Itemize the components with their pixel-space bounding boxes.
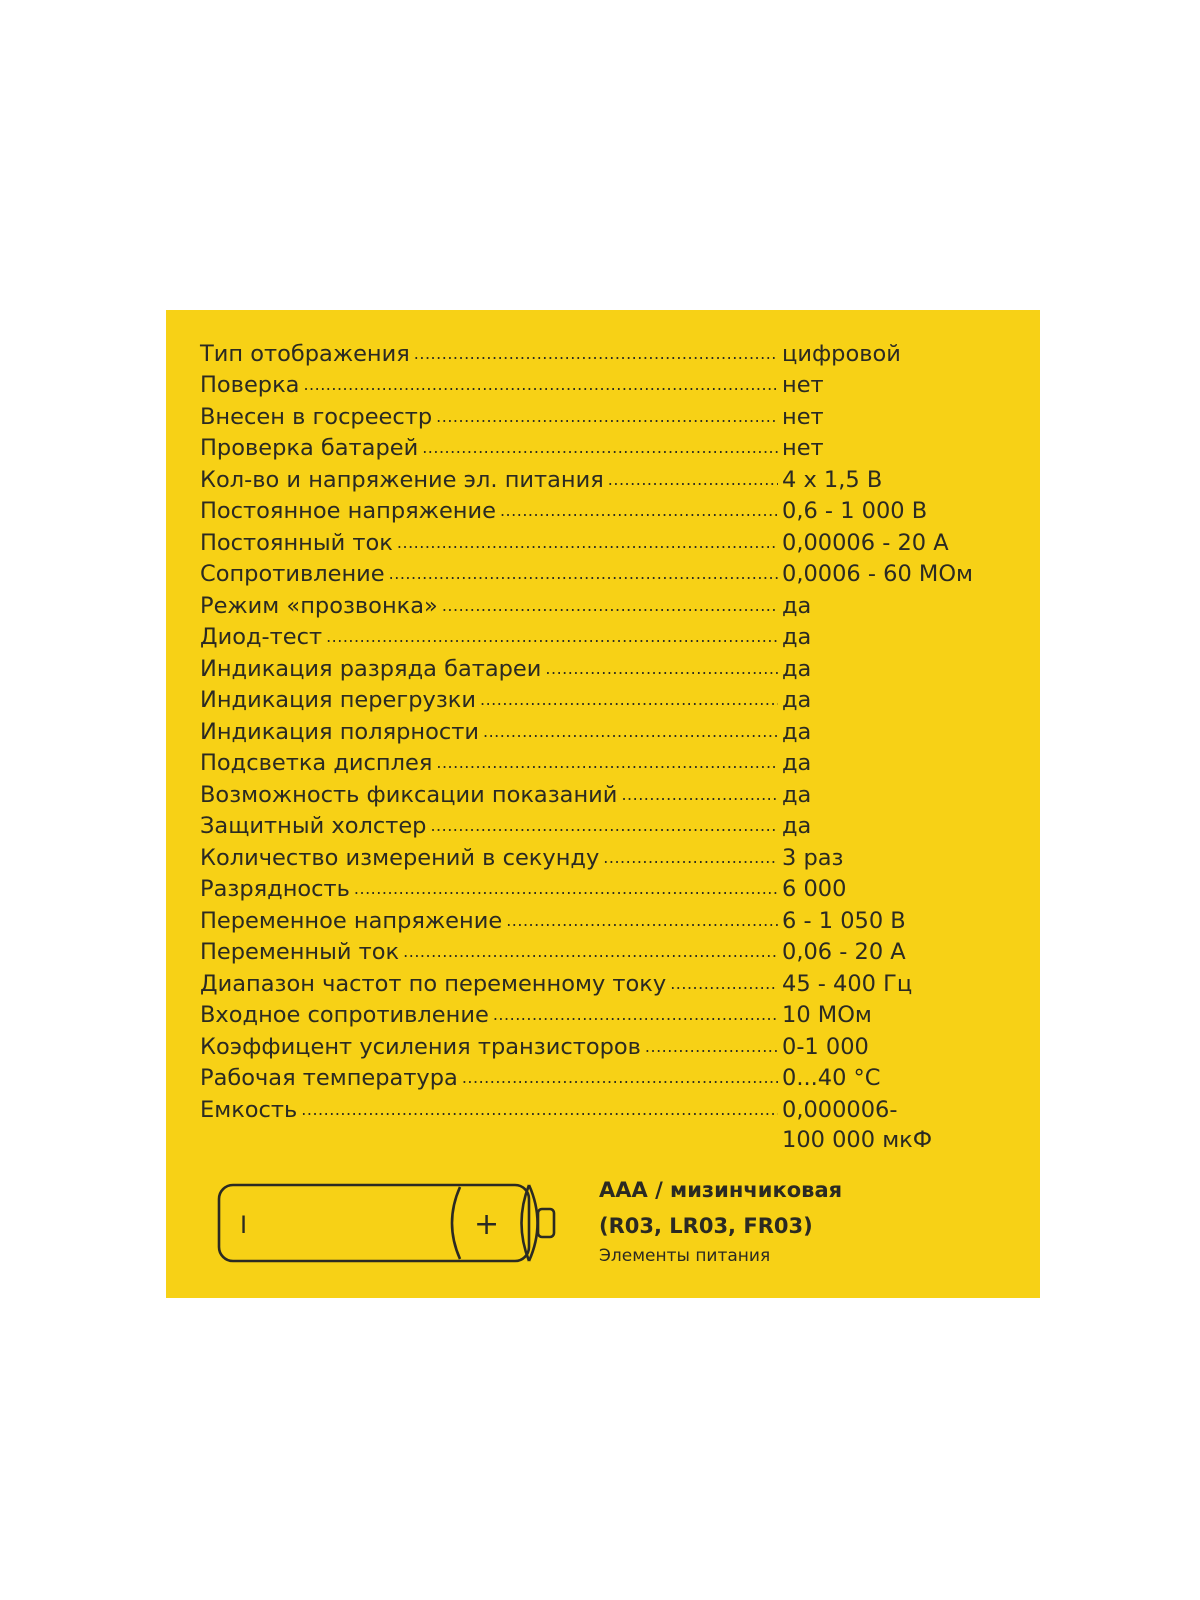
spec-label-col [200, 561, 780, 587]
spec-row [200, 713, 1020, 745]
spec-label-col [200, 1034, 780, 1060]
spec-value: цифровой [782, 340, 901, 367]
dot-leader [493, 1005, 778, 1024]
dot-leader [483, 722, 778, 741]
spec-value: 0,00006 - 20 А [782, 529, 949, 556]
spec-value: да [782, 718, 812, 745]
spec-value: 0,0006 - 60 МОм [782, 561, 974, 587]
spec-value: 6 000 [782, 876, 847, 902]
spec-label-col [200, 971, 780, 997]
spec-value: 10 МОм [782, 1002, 872, 1028]
dot-leader [545, 659, 778, 678]
dot-leader [354, 879, 778, 898]
spec-value: 0,06 - 20 А [782, 939, 906, 965]
spec-value: 45 - 400 Гц [782, 970, 913, 997]
dot-leader [389, 564, 778, 583]
spec-row [200, 682, 1020, 714]
dot-leader [303, 375, 778, 394]
spec-row [200, 934, 1020, 966]
spec-row [200, 619, 1020, 651]
spec-label: Индикация полярности [200, 718, 479, 745]
spec-label: Переменное напряжение [200, 907, 503, 934]
spec-row [200, 587, 1020, 619]
spec-value: 3 раз [782, 844, 844, 871]
spec-label: Постоянное напряжение [200, 498, 496, 524]
dot-leader [603, 848, 778, 867]
spec-label-col [200, 1097, 780, 1123]
spec-row [200, 871, 1020, 903]
spec-label-col [200, 1002, 780, 1028]
spec-label-col [200, 624, 780, 650]
spec-value: да [782, 781, 812, 808]
spec-label: Индикация перегрузки [200, 687, 476, 713]
spec-row [200, 965, 1020, 997]
dot-leader [326, 627, 778, 646]
spec-label: Подсветка дисплея [200, 750, 433, 776]
battery-info [599, 1172, 842, 1266]
spec-label: Количество измерений в секунду [200, 844, 600, 871]
dot-leader [414, 344, 778, 363]
spec-row [200, 335, 1020, 367]
dot-leader [397, 533, 778, 552]
spec-label: Разрядность [200, 876, 350, 902]
spec-value: да [782, 655, 812, 682]
dot-leader [422, 438, 778, 457]
spec-label-col [200, 404, 780, 430]
spec-label: Индикация разряда батареи [200, 655, 542, 682]
spec-label-col [200, 1065, 780, 1091]
battery-caption: Элементы питания [599, 1246, 771, 1266]
spec-label: Внесен в госреестр [200, 403, 433, 430]
spec-label: Поверка [200, 372, 300, 398]
spec-label-col [200, 530, 780, 556]
spec-label: Сопротивление [200, 561, 385, 587]
spec-row [200, 1060, 1020, 1092]
spec-value: да [782, 687, 812, 713]
spec-label: Рабочая температура [200, 1065, 458, 1091]
spec-label-col [200, 372, 780, 398]
spec-value: 0,6 - 1 000 В [782, 498, 928, 524]
spec-label: Тип отображения [200, 340, 410, 367]
spec-row [200, 997, 1020, 1029]
spec-row [200, 1028, 1020, 1060]
spec-row [200, 430, 1020, 462]
aaa-battery-icon [216, 1165, 596, 1275]
spec-list [200, 335, 1020, 1156]
spec-value: 4 x 1,5 В [782, 466, 883, 493]
spec-value: да [782, 624, 812, 650]
spec-row [200, 493, 1020, 525]
spec-row [200, 398, 1020, 430]
spec-label-col [200, 845, 780, 871]
minus-sign: I [240, 1211, 248, 1239]
dot-leader [500, 501, 778, 520]
spec-row [200, 650, 1020, 682]
spec-value-continued: 100 000 мкФ [782, 1126, 933, 1153]
dot-leader [506, 911, 778, 930]
dot-leader [430, 816, 778, 835]
battery-type-line2: (R03, LR03, FR03) [599, 1214, 813, 1238]
spec-row [200, 524, 1020, 556]
spec-value: 6 - 1 050 В [782, 907, 906, 934]
spec-label: Диапазон частот по переменному току [200, 970, 667, 997]
dot-leader [621, 785, 778, 804]
spec-label-col [200, 813, 780, 839]
spec-label: Переменный ток [200, 939, 400, 965]
dot-leader [462, 1068, 778, 1087]
spec-row [200, 839, 1020, 871]
spec-value: 0...40 °C [782, 1065, 881, 1091]
spec-label: Возможность фиксации показаний [200, 781, 618, 808]
dot-leader [436, 753, 778, 772]
spec-label: Емкость [200, 1096, 298, 1123]
spec-row [200, 776, 1020, 808]
spec-label-col [200, 782, 780, 808]
spec-row [200, 556, 1020, 588]
spec-label-col [200, 656, 780, 682]
spec-value: нет [782, 435, 824, 461]
spec-label: Проверка батарей [200, 435, 419, 461]
spec-row [200, 808, 1020, 840]
spec-value: 0-1 000 [782, 1033, 869, 1060]
battery-type-line1: AAA / мизинчиковая [599, 1178, 843, 1202]
dot-leader [645, 1037, 778, 1056]
dot-leader [301, 1100, 778, 1119]
spec-card [166, 310, 1040, 1298]
spec-label: Кол-во и напряжение эл. питания [200, 466, 604, 493]
spec-value: нет [782, 403, 824, 430]
spec-row [200, 1091, 1020, 1123]
spec-label: Коэффицент усиления транзисторов [200, 1033, 641, 1060]
spec-label: Режим «прозвонка» [200, 592, 438, 619]
dot-leader [480, 690, 778, 709]
spec-label-col [200, 939, 780, 965]
spec-row [200, 367, 1020, 399]
spec-value: нет [782, 372, 824, 398]
spec-value: да [782, 750, 812, 776]
spec-row [200, 745, 1020, 777]
dot-leader [670, 974, 778, 993]
spec-label-col [200, 719, 780, 745]
spec-value: да [782, 813, 812, 839]
spec-value: 0,000006- [782, 1096, 898, 1123]
spec-label-col [200, 435, 780, 461]
spec-row [200, 902, 1020, 934]
dot-leader [608, 470, 778, 489]
spec-label: Защитный холстер [200, 813, 427, 839]
spec-label-col [200, 498, 780, 524]
spec-label-col [200, 687, 780, 713]
spec-label-col [200, 876, 780, 902]
plus-sign: + [474, 1207, 500, 1242]
spec-label: Входное сопротивление [200, 1002, 489, 1028]
dot-leader [442, 596, 778, 615]
spec-label-col [200, 341, 780, 367]
spec-label-col [200, 593, 780, 619]
dot-leader [403, 942, 778, 961]
spec-label-col [200, 908, 780, 934]
dot-leader [436, 407, 778, 426]
spec-row [200, 461, 1020, 493]
spec-value: да [782, 592, 812, 619]
spec-label-col [200, 750, 780, 776]
spec-label-col [200, 467, 780, 493]
spec-label: Диод-тест [200, 624, 323, 650]
spec-label: Постоянный ток [200, 529, 393, 556]
